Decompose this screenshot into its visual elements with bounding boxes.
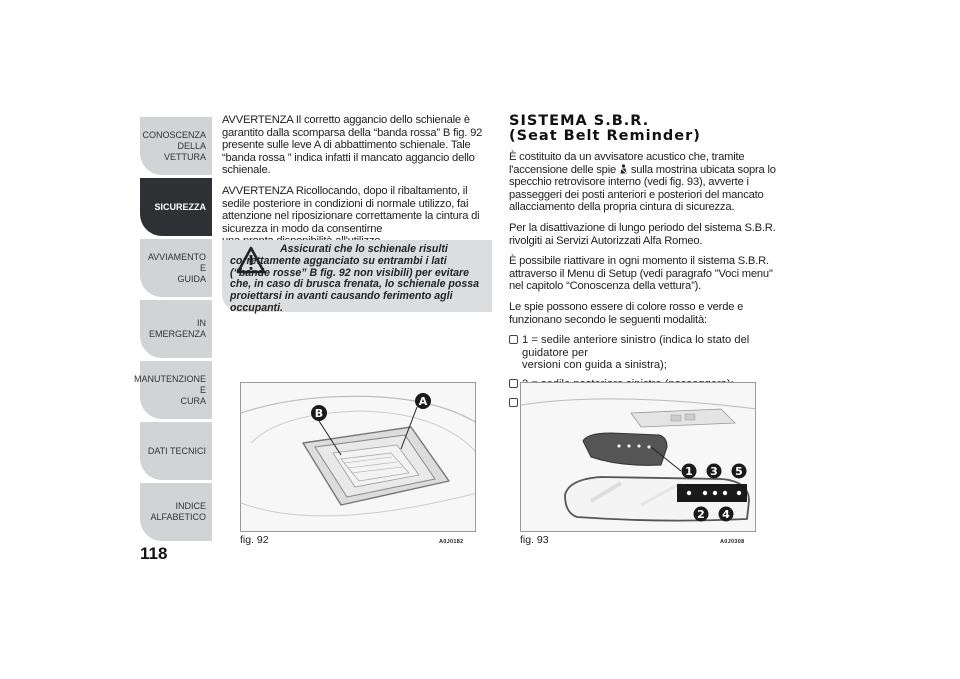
callout-2: 2 <box>697 508 705 521</box>
callout-5: 5 <box>735 465 743 478</box>
tab-avviamento-e-guida[interactable]: AVVIAMENTO E GUIDA <box>140 239 212 297</box>
sbr-description-part-2: sulla mostrina ubicata sopra lo specchio retrovisore interno (vedi fig. 93), avverte i passeggeri dei posti anteriori e posteriori del mancato allacciamento della propria cintura di sicurezza. <box>509 163 776 214</box>
sbr-deactivation: Per la disattivazione di lungo periodo del sistema S.B.R. rivolgiti ai Servizi Autorizzati Alfa Romeo. <box>509 221 776 247</box>
warning-box <box>222 240 492 312</box>
callout-a: A <box>418 395 428 408</box>
page-number: 118 <box>140 544 168 563</box>
tab-dati-tecnici[interactable]: DATI TECNICI <box>140 422 212 480</box>
figure-92 <box>240 382 476 532</box>
figure-93 <box>520 382 756 532</box>
seat-lever-illustration <box>241 383 476 532</box>
figure-92-code: A0J0182 <box>439 539 464 545</box>
left-column <box>222 114 492 256</box>
callout-b: B <box>314 407 324 420</box>
tab-manutenzione-e-cura[interactable]: MANUTENZIONE E CURA <box>140 361 212 419</box>
sbr-display-illustration <box>521 383 756 532</box>
callout-1: 1 <box>685 465 693 478</box>
warning-note-1: AVVERTENZA Il corretto aggancio dello schienale è garantito dalla scomparsa della “banda rossa” B fig. 92 presente sulle leve A di abbattimento schienale. Tale “banda rossa ” indica infatti il mancato aggancio dello schienale. <box>222 114 483 177</box>
warning-note-2: AVVERTENZA Ricollocando, dopo il ribaltamento, il sedile posteriore in condizioni di normale utilizzo, fai attenzione nel riposizionare correttamente la cintura di sicurezza in modo da consentirne <box>222 184 480 235</box>
tab-sicurezza[interactable]: SICUREZZA <box>140 178 212 236</box>
tab-indice-alfabetico[interactable]: INDICE ALFABETICO <box>140 483 212 541</box>
figure-92-caption: fig. 92 <box>240 534 269 546</box>
sbr-description <box>509 151 784 214</box>
sbr-lights: Le spie possono essere di colore rosso e verde e funzionano secondo le seguenti modalità: <box>509 300 744 326</box>
figure-93-code: A0J0308 <box>720 539 745 545</box>
callout-4: 4 <box>722 508 730 521</box>
callout-3: 3 <box>710 465 718 478</box>
tab-in-emergenza[interactable]: IN EMERGENZA <box>140 300 212 358</box>
right-column <box>509 114 784 415</box>
tab-conoscenza-della-vettura[interactable]: CONOSCENZA DELLA VETTURA <box>140 117 212 175</box>
sbr-description-part-1: È costituito da un avvisatore acustico che, tramite l'accensione delle spie <box>509 151 745 176</box>
seat-belt-icon <box>619 164 628 174</box>
checkbox-bullet-icon <box>509 379 518 388</box>
warning-text: Assicurati che lo schienale risulti correttamente agganciato su entrambi i lati (“bande rosse” B fig. 92 non visibili) per evitare che, in caso di brusca frenata, lo schienale possa proiettarsi in avanti causando ferimento agli occupanti. <box>230 243 480 314</box>
checkbox-bullet-icon <box>509 398 518 407</box>
figure-93-caption: fig. 93 <box>520 534 549 546</box>
sbr-reactivation: È possibile riattivare in ogni momento il sistema S.B.R. attraverso il Menu di Setup (vedi paragrafo "Voci menu" nel capitolo “Conoscenza della vettura”). <box>509 255 773 293</box>
section-title: SISTEMA S.B.R. (Seat Belt Reminder) <box>509 113 701 144</box>
checkbox-bullet-icon <box>509 335 518 344</box>
list-item: 1 = sedile anteriore sinistro (indica lo stato del guidatore per versioni con guida a sinistra); <box>509 334 784 372</box>
